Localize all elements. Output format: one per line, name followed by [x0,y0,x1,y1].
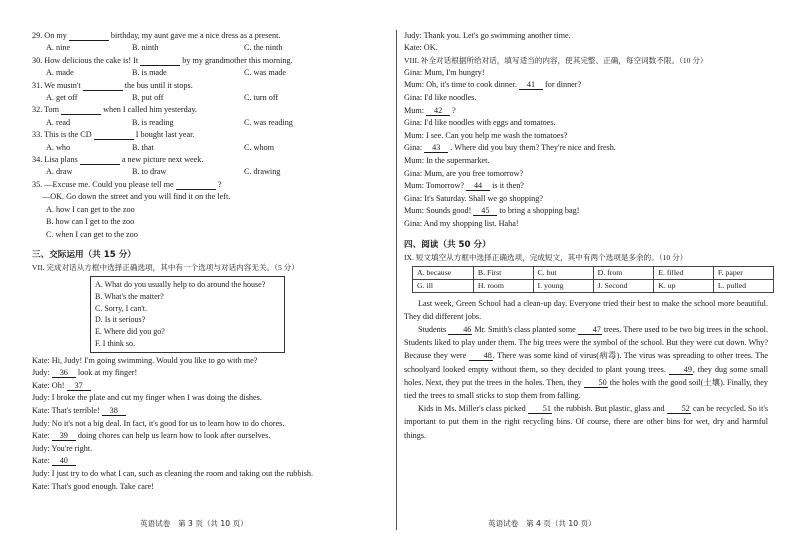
option-c: C. was reading [244,117,293,127]
answer-blank[interactable]: 45 [473,206,497,216]
dialogue-line [404,67,774,80]
question-options [32,166,388,178]
word-row [413,279,774,292]
option-b: B. is reading [132,117,174,127]
word-option: F. paper [713,266,773,279]
question-stem [32,55,388,67]
stem-text: 32. Tom [32,105,60,115]
answer-blank[interactable]: 36 [52,368,76,378]
dialogue-line [32,430,388,443]
option-c: C. was made [244,68,287,78]
dialogue-line: Judy: Thank you. Let's go swimming another time. [404,31,571,40]
question-options [32,42,388,54]
passage-text: . There was some kind of virus(病毒). The virus was spreading to other trees. The schoolyard looked empty without them, so they decided to plant young trees. [404,351,768,374]
answer-blank[interactable]: 37 [67,381,91,391]
dialogue-text: Gina: And my shopping list. Haha! [404,218,519,228]
option-a: A. draw [46,167,73,177]
answer-blank[interactable] [61,105,101,115]
option-c: C. the ninth [244,43,283,53]
dialogue-text: Judy: I broke the plate and cut my finger when I was doing the dishes. [32,393,262,403]
dialogue-text: Mum: Oh, it's time to cook dinner. [404,80,517,90]
q35-reply: —OK. Go down the street and you will find it on the left. [42,192,231,202]
q35-stem: 35. —Excuse me. Could you please tell me ? [32,179,222,189]
section-4-title: 四、阅读（共 50 分） [404,239,491,250]
question-options [32,92,388,104]
word-option: D. from [593,266,654,279]
q35-option-a: A. how I can get to the zoo [46,204,135,214]
word-option: K. up [654,279,714,292]
word-option: E. filled [654,266,714,279]
passage-text: trees. There used to be two big trees in the school. Students liked to play under them. The big trees were the symbol of the school. But they were cut down. Why? Because they were [404,324,769,361]
word-options-table [412,266,774,293]
answer-blank[interactable]: 52 [667,404,691,414]
passage-text: Kids in Ms. Miller's class picked [418,404,528,414]
dialogue-line [32,468,388,481]
section-3-title: 三、交际运用（共 15 分） [32,249,136,260]
passage-text: Mr. Smith's class planted some [472,324,578,334]
answer-blank[interactable] [69,31,109,41]
word-option: L. pulled [713,279,773,292]
dialogue-text: Mum: Tomorrow? [404,181,464,191]
dialogue-line [404,168,774,181]
dialogue-line [404,193,774,206]
answer-blank[interactable]: 47 [578,325,602,335]
dialogue-text: Kate: That's good enough. Take care! [32,481,155,491]
passage-text: the holes with the good soil(土壤). Finally, they tied the trees to small sticks to stop them from falling. [404,377,769,400]
dialogue-line [404,79,774,92]
footer-page-3: 英语试卷 第 3 页（共 10 页） [140,519,248,528]
dialogue-line [404,105,774,118]
dialogue-line [32,392,388,405]
word-option: H. room [473,279,533,292]
box-option: E. Where did you go? [95,327,165,337]
dialogue-line [32,380,388,393]
box-option: D. Is it serious? [95,315,146,325]
dialogue-text: Kate: [32,431,50,441]
stem-text: when I called him yesterday. [103,105,197,115]
stem-text: 34. Lisa plans [32,155,78,165]
dialogue-line [404,218,774,231]
word-option: I. young [533,279,593,292]
stem-text: the bus until it stops. [124,80,193,90]
dialogue-text: Mum: In the supermarket. [404,155,490,165]
answer-blank[interactable]: 48 [469,351,493,361]
dialogue-text: Mum: Sounds good! [404,206,472,216]
answer-blank[interactable] [176,180,216,190]
question-options [32,142,388,154]
passage-text: , they dug some small holes. Next, they put the trees in the holes. Then, they [404,364,768,387]
answer-blank[interactable]: 40 [52,456,76,466]
word-option: C. but [533,266,593,279]
passage-text: Students [418,324,449,334]
box-option: C. Sorry, I can't. [95,303,148,313]
dialogue-text: is it then? [492,181,524,191]
dialogue-line [32,367,388,380]
answer-blank[interactable]: 39 [52,431,76,441]
option-a: A. get off [46,93,78,103]
question-stem [32,104,388,116]
right-page [398,0,794,560]
options-box [90,276,285,353]
answer-blank[interactable]: 51 [528,404,552,414]
passage-text: the rubbish. But plastic, glass and [551,404,667,414]
dialogue-line [404,142,774,155]
dialogue-text: Kate: Oh! [32,380,65,390]
answer-blank[interactable] [80,155,120,165]
dialogue-line [32,443,388,456]
answer-blank[interactable] [140,56,180,66]
question-stem [32,154,388,166]
section-9-instruction: IX. 短文填空从方框中选择正确选项，完成短文，其中有两个选项是多余的。（10 分） [404,252,688,262]
question-options [32,117,388,129]
q35-option-b: B. how can I get to the zoo [46,217,135,227]
passage-text: can be recycled. So it's important to put them in the right recycling bins. Of course, there are other bins for wet, dry and harmful things. [404,404,769,440]
dialogue-text: doing chores can help us learn how to look after ourselves. [77,431,271,441]
word-option: J. Second [593,279,654,292]
passage-paragraph-2 [404,323,774,402]
option-b: B. that [132,142,154,152]
dialogue-text: Mum: I see. Can you help me wash the tomatoes? [404,130,568,140]
box-option: B. What's the matter? [95,291,164,301]
dialogue-text: Judy: You're right. [32,443,93,453]
question-stem [32,80,388,92]
dialogue-line [32,418,388,431]
question-stem [32,30,388,42]
dialogue-text: Kate: [32,456,50,466]
word-option: A. because [413,266,474,279]
left-page [0,0,396,560]
dialogue-text: Judy: No it's not a big deal. In fact, it's good for us to learn how to do chores. [32,418,285,428]
answer-blank[interactable]: 49 [669,365,693,375]
dialogue-text: Gina: I'd like noodles with eggs and tomatoes. [404,118,556,128]
option-b: B. is made [132,68,167,78]
option-c: C. turn off [244,93,279,103]
dialogue-text: Kate: Hi, Judy! I'm going swimming. Would you like to go with me? [32,355,258,365]
dialogue-text: Mum: [404,105,425,115]
stem-text: 31. We mustn't [32,80,81,90]
dialogue-text: Judy: [32,368,50,378]
dialogue-text: Gina: [404,143,423,153]
option-a: A. who [46,142,71,152]
dialogue-line [32,405,388,418]
multiple-choice-questions [32,30,388,179]
dialogue-text: ? [452,105,456,115]
footer-page-4: 英语试卷 第 4 页（共 10 页） [488,519,596,528]
dialogue-text: Gina: Mum, I'm hungry! [404,67,485,77]
dialogue-text: Gina: Mum, are you free tomorrow? [404,168,524,178]
dialogue-line [404,92,774,105]
section-8-instruction: VIII. 补全对话根据所给对话，填写适当的内容，使其完整、正确，每空词数不限。（10 分） [404,55,708,65]
dialogue-line [404,205,774,218]
passage-paragraph-3 [404,402,774,442]
answer-blank[interactable]: 42 [426,106,450,116]
stem-text: birthday, my aunt gave me a nice dress as a present. [110,31,281,40]
option-a: A. made [46,68,74,78]
box-option: A. What do you usually help to do around the house? [95,279,266,289]
dialogue-line [404,155,774,168]
dialogue-line [32,355,388,368]
q35-option-c: C. when I can get to the zoo [46,229,138,239]
word-row [413,266,774,279]
question-options [32,67,388,79]
option-b: B. to draw [132,167,167,177]
dialogue-line [32,481,388,494]
dialogue-line [404,180,774,193]
passage-paragraph-1: Last week, Green School had a clean-up day. Everyone tried their best to make the school more beautiful. They did different jobs. [404,298,768,321]
answer-blank[interactable] [83,81,123,91]
option-a: A. read [46,117,71,127]
option-c: C. whom [244,142,275,152]
word-option: B. First [473,266,533,279]
option-a: A. nine [46,43,71,53]
dialogue-text: Gina: It's Saturday. Shall we go shopping? [404,193,543,203]
stem-text: 29. On my [32,31,67,40]
dialogue-8 [404,67,774,231]
option-b: B. put off [132,93,164,103]
question-stem [32,129,388,141]
answer-blank[interactable]: 38 [102,406,126,416]
question-35 [32,179,388,241]
box-option: F. I think so. [95,338,136,348]
dialogue-text: Kate: That's terrible! [32,406,100,416]
dialogue-line [404,117,774,130]
answer-blank[interactable] [94,130,134,140]
dialogue-7 [32,355,388,494]
section-7-instruction: VII. 完成对话从方框中选择正确选项，其中有一个选项与对话内容无关。（5 分） [32,262,299,272]
answer-blank[interactable]: 50 [584,378,608,388]
dialogue-text: look at my finger! [77,368,138,378]
dialogue-text: Judy: I just try to do what I can, such as cleaning the room and taking out the rubbish. [32,469,314,479]
answer-blank[interactable]: 41 [519,80,543,90]
stem-text: by my grandmother this morning. [182,55,293,65]
dialogue-line [404,130,774,143]
dialogue-line: Kate: OK. [404,43,438,53]
stem-text: 30. How delicious the cake is! It [32,55,139,65]
answer-blank[interactable]: 46 [448,325,472,335]
dialogue-text: . Where did you buy them? They're nice and fresh. [450,143,616,153]
answer-blank[interactable]: 44 [466,181,490,191]
dialogue-7-end [404,30,774,55]
option-c: C. drawing [244,167,281,177]
word-option: G. ill [413,279,474,292]
dialogue-line [32,455,388,468]
dialogue-text: for dinner? [545,80,582,90]
stem-text: a new picture next week. [121,155,204,165]
answer-blank[interactable]: 43 [424,143,448,153]
dialogue-text: Gina: I'd like noodles. [404,93,477,102]
stem-text: I bought last year. [135,130,195,140]
page-divider [396,30,397,530]
option-b: B. ninth [132,43,159,53]
dialogue-text: to bring a shopping bag! [499,206,580,216]
stem-text: 33. This is the CD [32,130,92,140]
